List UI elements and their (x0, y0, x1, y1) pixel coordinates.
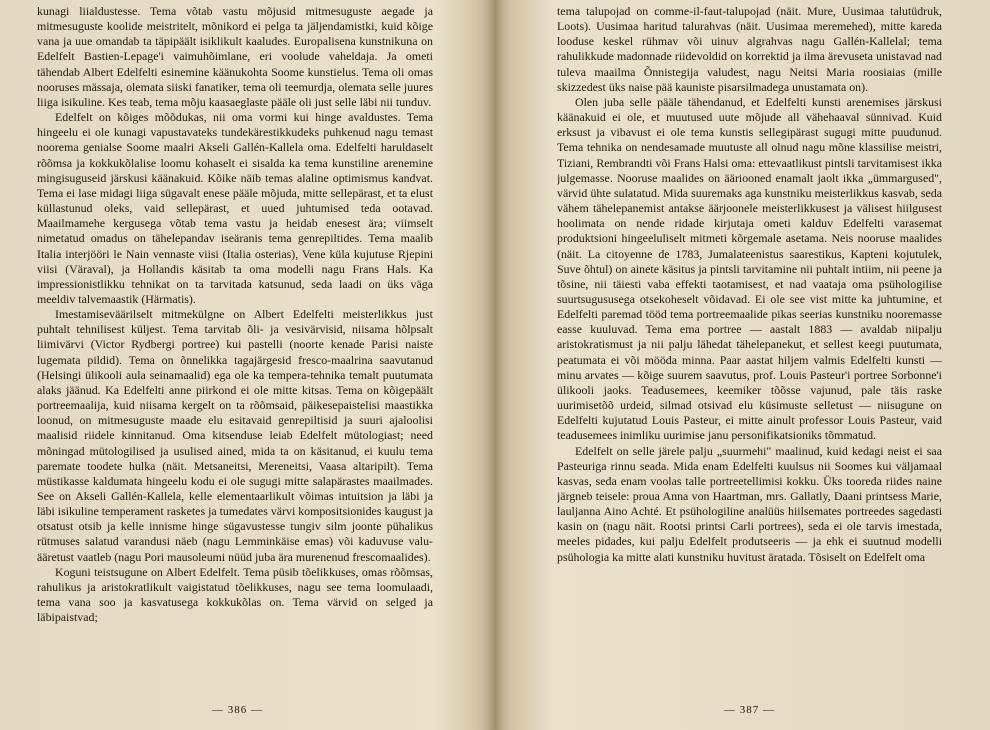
paragraph: kunagi liialdustesse. Tema võtab vastu mõjusid mitmesuguste aegade ja mitmesuguste koolide meistritelt, mõnikord ei pelga ta jäljendamistki, kuid kõige vana ja uue omandab ta täpipäält isiklikult kaaludes. Europalisena kunstnikuna on Edelfelt Bastien-Lepage'i vaimuhõimlane, eri voolude vaheldaja. Ja ometi tähendab Albert Edelfelti esinemine käänukohta Soome kunstielus. Tema oli omas nooruses mässaja, olemata siiski fanatiker, tema oli teemurdja, olemata selle juures liiga isikuline. Kes teab, tema mõju kaasaeglaste pääle oli just selle läbi nii tunduv. (37, 4, 433, 109)
right-page (495, 0, 990, 730)
paragraph: Edelfelt on kõiges mõõdukas, nii oma vormi kui hinge avaldustes. Tema hingeelu ei ole kunagi vapustavateks tundekärestikkudeks puhkenud nagu temast noorema genialse Soome maalri Akseli Gallén-Kallela oma. Edelfelti haruldaselt rõõmsa ja kokkukõlalise loomu kohaselt ei sisalda ka tema kunstiline arenemine mingisuguseid järskusi käänakuid. Kõike näib temas alaline optimismus kandvat. Tema ei lase midagi liiga sügavalt enese pääle mõjuda, mitte sellepärast, et ta elust küllastunud oleks, vaid sellepärast, et uued juhtumised teda ootavad. Maailmamehe kergusega võtab tema vastu ja heidab enesest ära; viimselt nimetatud omadus on tähelepandav iseäranis tema genrepiltides. Tema maalib Italia interjööri le Nain vennaste viisi (Italia osterias), Vene küla kujutuse Rjepini viisi (Väraval), ja Hollandis käsitab ta oma modelli nagu Frans Hals. Ka impressionistlikku tehnikat on ta tarvitada katsunud, seda laadi on üks väga meeldiv talvemaastik (Härmatis). (37, 110, 433, 306)
paragraph: Koguni teistsugune on Albert Edelfelt. Tema püsib tõelikkuses, omas rõõmsas, rahulikus ja aristokratlikult vaigistatud tõelikkuses, nagu see tema loomulaadi, tema vana soo ja kasvatusega kokkukõlas on. Tema värvid on selged ja läbipaistvad; (37, 564, 433, 625)
right-page-text (557, 4, 942, 694)
paragraph: Edelfelt on selle järele palju „suurmehi" maalinud, kuid kedagi neist ei saa Pasteuriga rinnu seada. Mida enam Edelfelti kuulsus nii Soomes kui väljamaal kasvas, seda enam voolas talle portreetellimisi kokku. Üks tooreda riides naine järgneb teisele: proua Anna von Haartman, mrs. Gallatly, Daani printsess Marie, lauljanna Aino Achté. Et psühologiline analüüs hiilsemates portreedes sagedasti kasin on (nagu näit. Rootsi printsi Carli portrees), seda ei ole tarvis imestada, meeles pidades, kui palju Edelfelt produtseeris — ja ehk ei suutnud modelli psühologia ka mitte alati kunstniku huvitust äratada. Tõsiselt on Edelfelt oma (557, 443, 942, 564)
paragraph: tema talupojad on comme-il-faut-talupojad (näit. Mure, Uusimaa talutüdruk, Loots). Uusimaa haritud talurahvas (näit. Uusimaa meremehed), mitte kareda looduse keskel rühmav või uinuv algrahvas nagu Gallén-Kallelal; tema rahulikkude madonnade riidevoldid on korrektid ja ilma ärevuseta unistavad nad tuleva maailma Õnnistegija valudest, nagu Neitsi Maria roosiaias (mille skizzedest üks naise pää kauniste pisarsilmadega unustamata on). (557, 4, 942, 94)
paragraph: Imestamiseväärilselt mitmekülgne on Albert Edelfelti meisterlikkus just puhtalt tehnilisest küljest. Tema tarvitab õli- ja vesivärvisid, niisama hõlpsalt liimivärvi (Victor Rydbergi portree) kui pastelli (noorte kenade Parisi naiste lugemata pildid). Tema on õnnelikka tagajärgesid fresco-maalrina saavutanud (Helsingi ülikooli aula seinamaalid) ega ole ka tempera-tehnika temalt puutumata alaks jäänud. Ka Edelfelti anne piirkond ei ole mitte kitsas. Tema on kõigepäält portreemaalija, kuid niisama kergelt on ta rõõmsaid, päikesepaistelisi maastikka loonud, on mitmesuguste maade elu esitavaid genrepiltisid ja suuri ajaloolisi maalisid riidele kinnitanud. Oma kitsenduse leiab Edelfelt mütologiast; need mõningad mütologilised ja usulised ained, mida ta on käsitanud, ei kuulu tema paremate toodete hulka (näit. Metsaneitsi, Mereneitsi, Vaasa altaripilt). Tema müstikasse kaldumata hingeelu kodu ei ole sugugi mitte salapärastes maailmades. See on Akseli Gallén-Kallela, kelle elementaarlikult võimas intuitsion ja läbi ja läbi isikuline temperament rasketes ja tumedates värvi kompositsionides kaugust ja otsatust otsib ja kelle innisme hinge sügavustesse tungiv silm joonte pühalikus rütmuses salatud varandusi näeb (nagu Lemminkäise emas) või kaduvuse valu-ääretust vaatleb (nagu Pori mausoleumi nüüd juba ära murenenud frescomaalides). (37, 307, 433, 564)
page-number: — 387 — (724, 704, 775, 716)
paragraph: Olen juba selle pääle tähendanud, et Edelfelti kunsti arenemises järskusi käänakuid ei ole, et muutused uute mõjude all vähehaaval sünnivad. Kuid erksust ja vibavust ei ole tema kunstis sellegipärast sugugi mitte puudunud. Tema tehnika on nendesamade muutuste all olnud nagu mõne klassilise meistri, Tiziani, Rembrandti või Frans Halsi oma: ettevaatlikust pintsli tarvitamisest ikka julgemasse. Nooruse maalides on ääriooned enamalt jaolt ikka „ümmargused", värvid ühte sulatatud. Mida suuremaks aga kunstniku meisterlikkus kasvab, seda vähem tähelepanemist antakse äärjoonele meisterlikkusest ja välisest hiilgusest hoolimata on nende ridade kirjutaja ometi kalduv Edelfelti varasemat produktsioni hingeeluliselt mitmeti kõrgemale asetama. Neis nooruse maalides (näit. La citoyenne de 1783, Jumalateenistus saarestikus, Kapteni kojutulek, Suve õhtul) on ainete käsitus ja pintsli tarvitamine nii puhtalt intiim, nii peene ja tõsine, nii täiesti vaba effekti taotamisest, et nad vaataja oma psühologilise suurtsugususega otsekoheselt võidavad. Ei ole see vist mitte ka juhtumine, et Edelfelti paremad tööd tema portreemaalide pikas seerias kunstniku nooremasse easse kuuluvad. Tema ema portree — aastalt 1883 — avaldab niipalju aristokratismust ja nii palju lähedat tähelepanekut, et sellest keegi puutumata, peatumata ei või mööda minna. Paar aastat hiljem valmis Edelfelti kunsti — minu arvates — kõige suurem saavutus, prof. Louis Pasteur'i portree Sorbonne'i ülikooli jaoks. Teadusemees, keemiker tõõsse vajunud, pale täis raske uurimisetõõ urdeid, silmad otsivad elu küsimuste selletust — niisugune on Edelfelti kujutatud Louis Pasteur, ei mitte ainult professor Louis Pasteur, vaid teadusemees inimliku uurimise janu personifikatsioniks tõmmatud. (557, 94, 942, 443)
page-number: — 386 — (212, 704, 263, 716)
left-page-text (37, 4, 433, 694)
